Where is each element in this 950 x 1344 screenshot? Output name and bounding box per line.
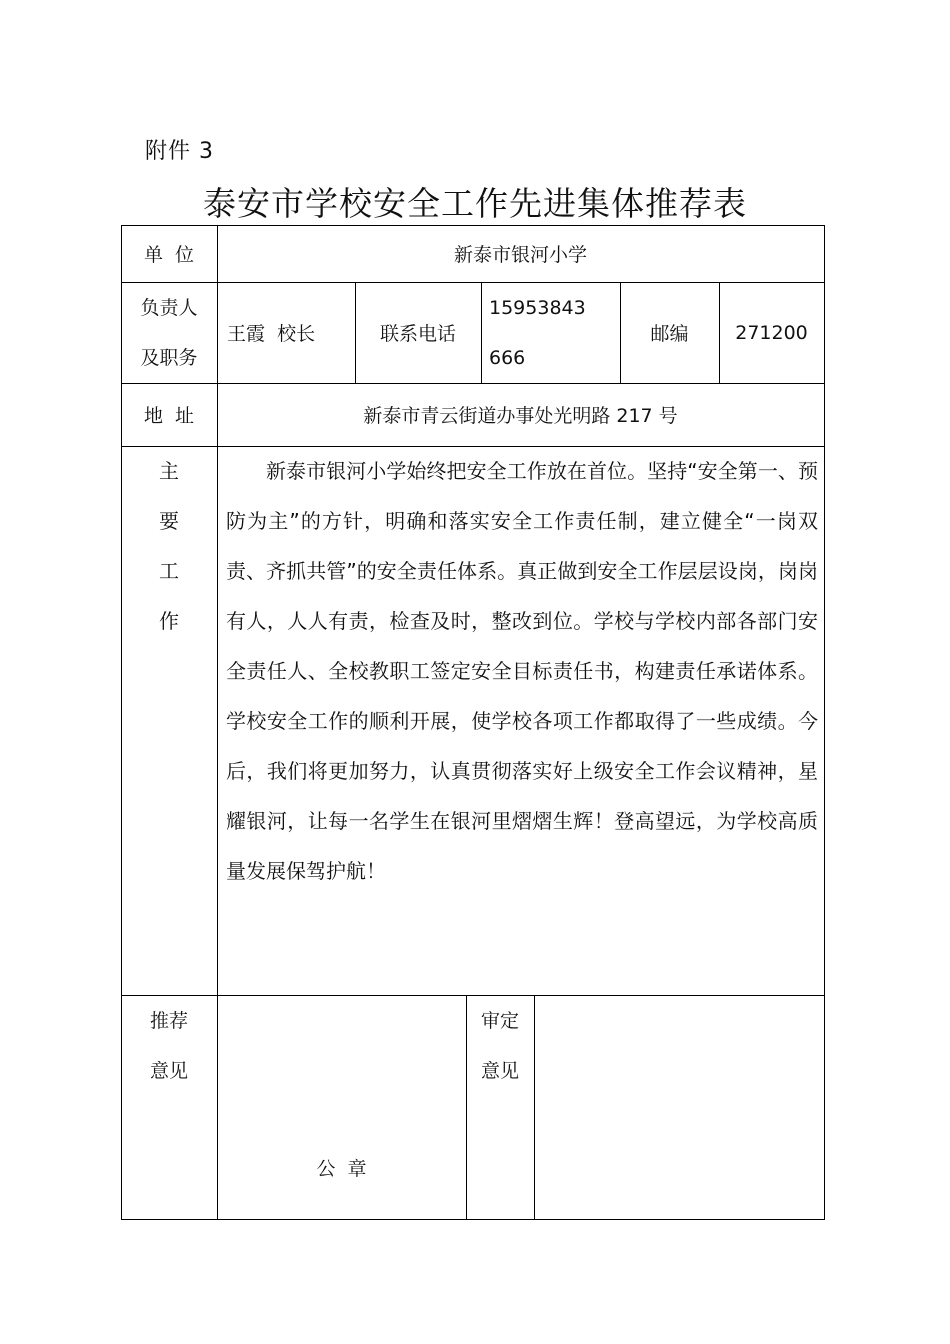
main-work-label — [121, 446, 217, 646]
table-border-bottom — [121, 1219, 825, 1220]
review-label — [466, 996, 534, 1096]
main-work-label-char: 作 — [159, 609, 179, 633]
postcode-value: 271200 — [735, 321, 808, 344]
table-col-divider — [217, 225, 218, 1220]
review-label-line2: 意见 — [480, 1060, 519, 1082]
address-value: 新泰市青云街道办事处光明路 217 号 — [363, 405, 678, 427]
seal-label: 公 章 — [316, 1158, 367, 1180]
person-label-line2: 及职务 — [140, 347, 198, 369]
review-label-line1: 审定 — [480, 1010, 519, 1032]
page-title: 泰安市学校安全工作先进集体推荐表 — [203, 184, 747, 223]
recommend-label-line1: 推荐 — [149, 1010, 188, 1032]
main-work-label-char: 主 — [159, 459, 179, 483]
main-work-label-char: 要 — [159, 509, 179, 533]
recommend-label — [121, 996, 217, 1096]
unit-value: 新泰市银河小学 — [453, 244, 587, 266]
phone-label: 联系电话 — [379, 323, 456, 345]
attachment-label: 附件 3 — [145, 139, 214, 164]
table-col-divider — [481, 282, 482, 383]
phone-value — [489, 283, 620, 383]
person-value: 王霞 校长 — [227, 323, 316, 345]
person-label — [121, 283, 217, 383]
phone-line2: 666 — [489, 347, 526, 369]
unit-label: 单 位 — [143, 244, 195, 266]
phone-line1: 15953843 — [489, 297, 586, 319]
address-label: 地 址 — [143, 405, 195, 427]
postcode-label: 邮编 — [650, 323, 689, 345]
main-work-text: 新泰市银河小学始终把安全工作放在首位。坚持“安全第一、预防为主”的方针，明确和落实安全工作责任制，建立健全“一岗双责、齐抓共管”的安全责任体系。真正做到安全工作层层设岗，岗岗有人，人人有责，检查及时，整改到位。学校与学校内部各部门安全责任人、全校教职工签定安全目标责任书，构建责任承诺体系。学校安全工作的顺利开展，使学校各项工作都取得了一些成绩。今后，我们将更加努力，认真贯彻落实好上级安全工作会议精神，星耀银河，让每一名学生在银河里熠熠生辉！登高望远，为学校高质量发展保驾护航！ — [226, 459, 818, 883]
recommend-label-line2: 意见 — [149, 1060, 188, 1082]
table-border-right — [824, 225, 825, 1220]
person-label-line1: 负责人 — [140, 297, 198, 319]
main-work-label-char: 工 — [159, 559, 179, 583]
table-col-divider — [534, 995, 535, 1219]
